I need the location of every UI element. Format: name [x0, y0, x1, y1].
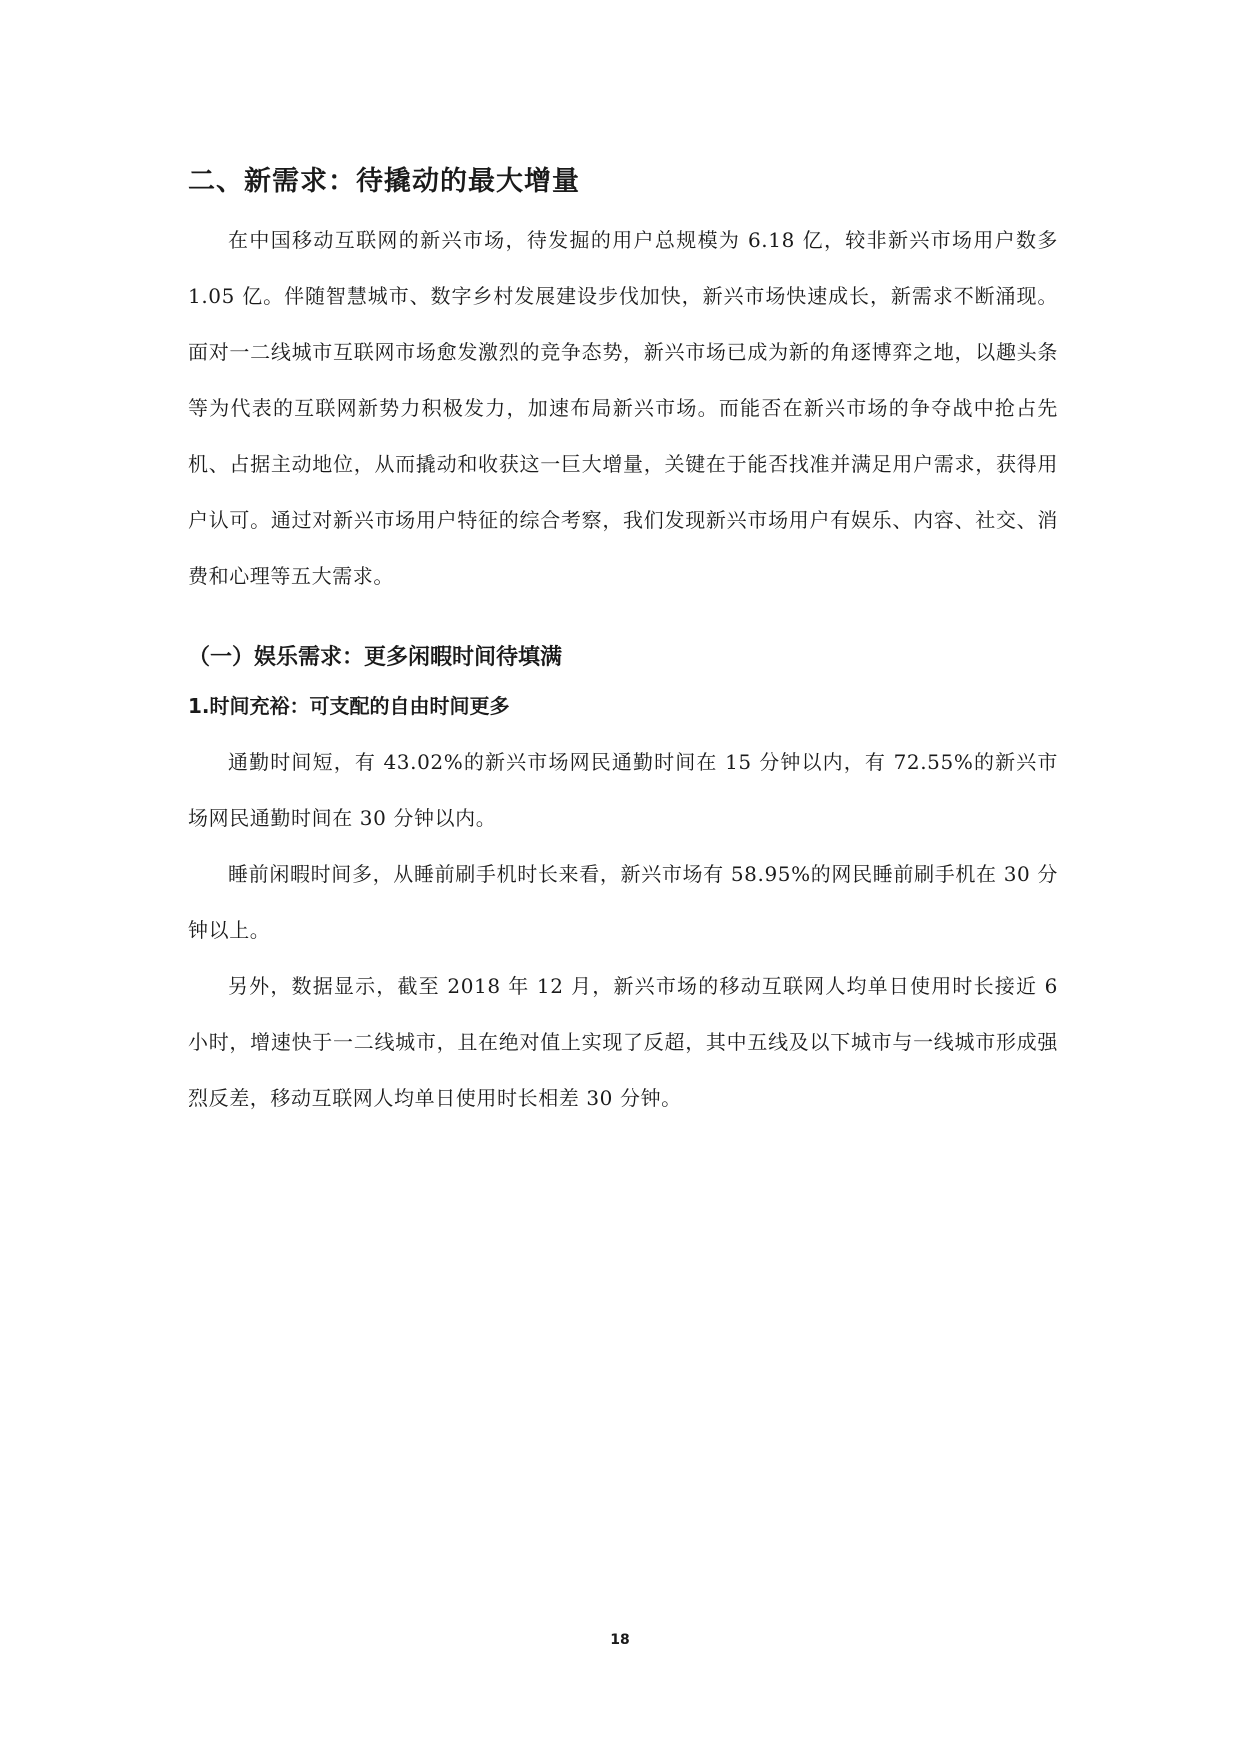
section-title: 二、新需求：待撬动的最大增量: [188, 166, 580, 197]
page-content: [188, 162, 1058, 1126]
page-number: 18: [610, 1632, 630, 1648]
intro-paragraph: 在中国移动互联网的新兴市场，待发掘的用户总规模为 6.18 亿，较非新兴市场用户数多 1.05 亿。伴随智慧城市、数字乡村发展建设步伐加快，新兴市场快速成长，新需求不断涌现。面对一二线城市互联网市场愈发激烈的竞争态势，新兴市场已成为新的角逐博弈之地，以趣头条等为代表的互联网新势力积极发力，加速布局新兴市场。而能否在新兴市场的争夺战中抢占先机、占据主动地位，从而撬动和收获这一巨大增量，关键在于能否找准并满足用户需求，获得用户认可。通过对新兴市场用户特征的综合考察，我们发现新兴市场用户有娱乐、内容、社交、消费和心理等五大需求。: [188, 228, 1058, 588]
subsection-title: （一）娱乐需求：更多闲暇时间待填满: [188, 645, 563, 670]
usage-paragraph: 另外，数据显示，截至 2018 年 12 月，新兴市场的移动互联网人均单日使用时长接近 6 小时，增速快于一二线城市，且在绝对值上实现了反超，其中五线及以下城市与一线城市形成强烈反差，移动互联网人均单日使用时长相差 30 分钟。: [188, 974, 1058, 1110]
commute-paragraph: 通勤时间短，有 43.02%的新兴市场网民通勤时间在 15 分钟以内，有 72.55%的新兴市场网民通勤时间在 30 分钟以内。: [188, 750, 1058, 830]
item-title: 1.时间充裕：可支配的自由时间更多: [188, 694, 510, 718]
bedtime-paragraph: 睡前闲暇时间多，从睡前刷手机时长来看，新兴市场有 58.95%的网民睡前刷手机在 30 分钟以上。: [188, 862, 1058, 942]
